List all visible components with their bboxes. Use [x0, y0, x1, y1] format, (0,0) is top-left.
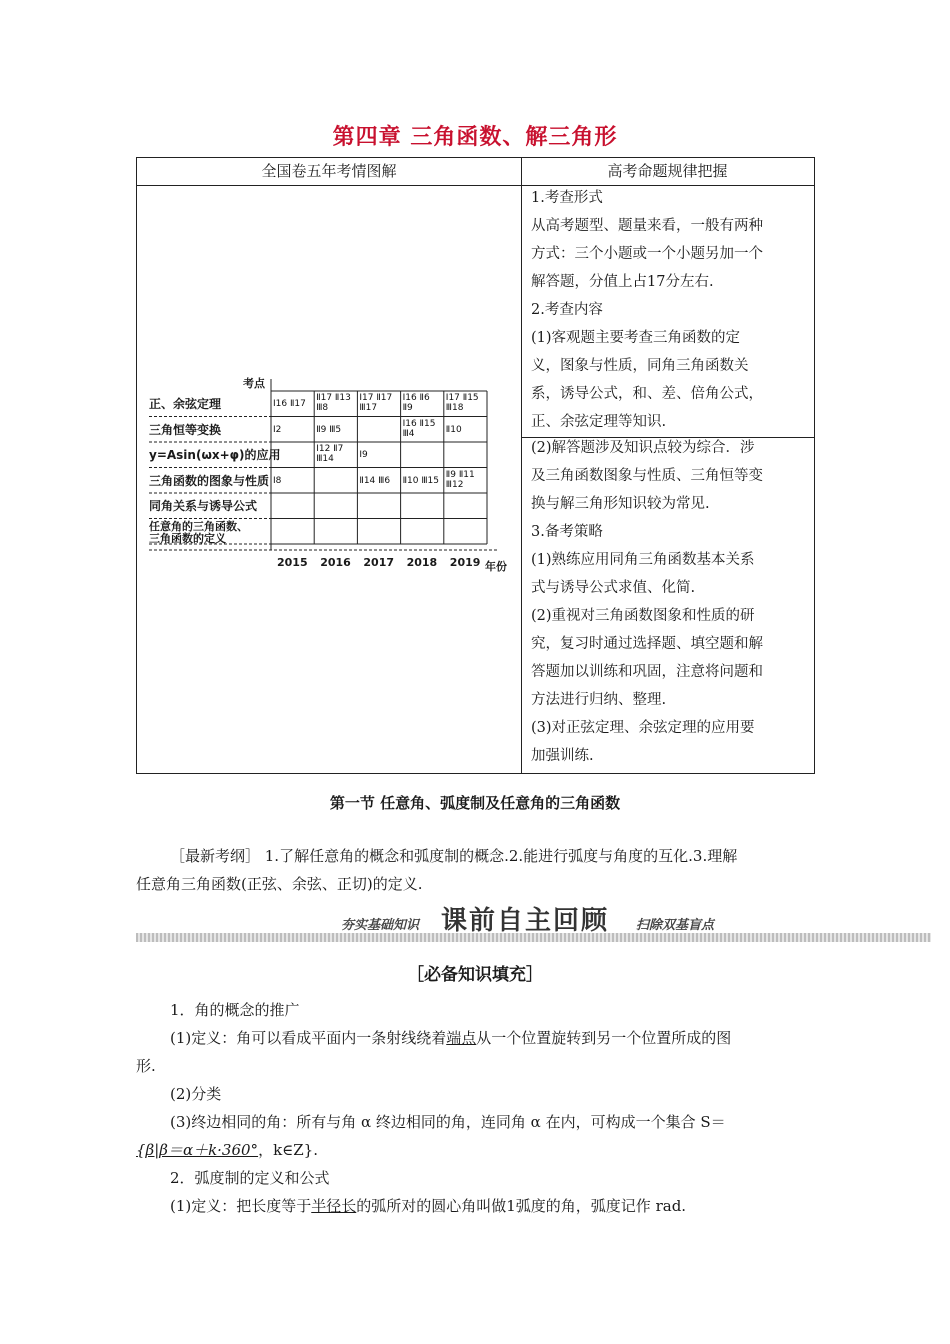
text-run: 的弧所对的圆心角叫做1弧度的角，弧度记作 rad.: [356, 1197, 687, 1215]
grid-cell-value: [403, 419, 443, 439]
cell-line: Ⅰ17 Ⅱ15: [445, 393, 479, 403]
year-tick-label: 2018: [406, 556, 438, 569]
left-header: 全国卷五年考情图解: [261, 162, 397, 180]
year-tick-label: 2017: [363, 556, 395, 569]
exam-overview-table: [136, 157, 815, 774]
row-label-line: 任意角的三角函数、: [149, 519, 248, 533]
text-line: 及三角函数图象与性质、三角恒等变: [531, 468, 763, 484]
cell-line: Ⅲ14: [316, 454, 334, 464]
grid-cell-value: [273, 399, 313, 409]
radian-definition: [136, 1192, 816, 1220]
text-line: 加强训练.: [531, 748, 594, 764]
cell-line: Ⅰ16 Ⅱ15: [402, 418, 436, 429]
grid-cell-value: [316, 425, 356, 435]
text-line: 答题加以训练和巩固，注意将问题和: [531, 664, 763, 680]
text-run: (1)定义：角可以看成平面内一条射线绕着: [170, 1029, 447, 1047]
row-label-line: 同角关系与诱导公式: [149, 499, 258, 513]
text-line: 系，诱导公式，和、差、倍角公式，: [531, 386, 763, 402]
cell-line: Ⅲ4: [402, 428, 415, 439]
banner-title: 课前自主回顾: [441, 906, 610, 936]
outline-line-1: ［最新考纲］ 1.了解任意角的概念和弧度制的概念.2.能进行弧度与角度的互化.3.理解: [170, 847, 738, 865]
cell-line: Ⅱ10 Ⅲ15: [402, 475, 439, 486]
chapter-title: 第四章 三角函数、解三角形: [332, 125, 618, 150]
cell-line: Ⅰ16 Ⅱ17: [273, 399, 306, 409]
cell-line: Ⅰ16 Ⅱ6: [402, 393, 430, 403]
row-label: [149, 449, 281, 461]
row-label: [149, 475, 269, 487]
cell-line: Ⅱ10: [445, 424, 462, 435]
year-tick-label: 2015: [277, 556, 308, 569]
text-line: 正、余弦定理等知识.: [531, 414, 667, 430]
text-line: 式与诱导公式求值、化简.: [531, 580, 696, 596]
row-label-line: 三角函数的图象与性质: [149, 473, 270, 488]
text-line: 究，复习时通过选择题、填空题和解: [531, 636, 763, 652]
definition-paragraph: [136, 1024, 816, 1052]
banner-left-text: 夯实基础知识: [341, 918, 420, 933]
grid-cell-value: [403, 476, 443, 486]
row-label-line: y=Asin(ωx+φ)的应用: [149, 448, 281, 462]
text-line: (2)解答题涉及知识点较为综合．涉: [531, 440, 755, 456]
grid-cell-value: [273, 476, 313, 486]
x-axis-label: 年份: [485, 560, 507, 573]
grid-cell-value: [446, 425, 486, 435]
cell-line: Ⅲ8: [316, 403, 329, 413]
cell-line: Ⅰ2: [273, 424, 282, 435]
heading-radian: 2．弧度制的定义和公式: [170, 1169, 330, 1187]
text-line: 方式：三个小题或一个小题另加一个: [531, 246, 763, 262]
row-label: [149, 500, 257, 512]
grid-cell-value: [403, 393, 443, 413]
grid-cell-value: [316, 393, 356, 413]
text-line: 1.考查形式: [531, 190, 603, 206]
text-line: (3)对正弦定理、余弦定理的应用要: [531, 720, 755, 736]
cell-line: Ⅱ17 Ⅱ13: [316, 393, 351, 403]
classification-line: (2)分类: [170, 1085, 222, 1103]
grid-cell-value: [359, 450, 399, 460]
coterminal-set: [136, 1136, 816, 1164]
grid-cell-value: [446, 470, 486, 490]
knowledge-box-title: ［必备知识填充］: [407, 965, 543, 985]
grid-cell-value: [316, 444, 356, 464]
text-line: 方法进行归纳、整理.: [531, 692, 667, 708]
row-label-line: 三角恒等变换: [149, 422, 222, 437]
blank-answer: 半径长: [311, 1197, 357, 1215]
text-run: 从一个位置旋转到另一个位置所成的图: [476, 1029, 732, 1047]
section-title: 第一节 任意角、弧度制及任意角的三角函数: [329, 794, 621, 812]
outline-line-2: 任意角三角函数(正弦、余弦、正切)的定义.: [136, 875, 423, 893]
text-line: 换与解三角形知识较为常见.: [531, 496, 710, 512]
definition-continued: 形.: [136, 1057, 156, 1075]
text-line: (1)客观题主要考查三角函数的定: [531, 330, 741, 346]
cell-line: Ⅰ12 Ⅱ7: [316, 444, 344, 454]
text-line: 解答题，分值上占17分左右.: [531, 274, 714, 290]
grid-cell-value: [273, 425, 313, 435]
section-banner: [136, 900, 931, 942]
text-line: 从高考题型、题量来看，一般有两种: [531, 218, 763, 234]
cell-line: Ⅱ9 Ⅱ11: [445, 469, 475, 480]
blank-answer: {β|β＝α＋k·360°: [136, 1141, 259, 1159]
text-line: 2.考查内容: [531, 302, 603, 318]
row-label-line: 正、余弦定理: [149, 397, 222, 411]
text-run: (1)定义：把长度等于: [170, 1197, 312, 1215]
cell-line: Ⅱ9: [402, 403, 413, 413]
blank-answer: 端点: [446, 1029, 477, 1047]
text-line: 义，图象与性质，同角三角函数关: [531, 358, 749, 374]
y-axis-label: 考点: [243, 377, 265, 390]
cell-line: Ⅱ14 Ⅲ6: [359, 475, 391, 486]
row-label-line: 三角函数的定义: [149, 531, 226, 545]
row-label: [149, 521, 248, 545]
cell-line: Ⅲ17: [359, 403, 378, 413]
year-tick-label: 2016: [320, 556, 351, 569]
cell-line: Ⅱ9 Ⅲ5: [316, 424, 342, 435]
chart-grid: [137, 158, 521, 775]
cell-line: Ⅰ17 Ⅱ17: [359, 393, 393, 403]
text-run: ，k∈Z}.: [258, 1141, 318, 1159]
cell-line: Ⅲ12: [445, 479, 464, 490]
year-tick-label: 2019: [449, 556, 481, 569]
text-line: (1)熟练应用同角三角函数基本关系: [531, 552, 755, 568]
grid-cell-value: [359, 393, 399, 413]
heading-angle-concept: 1．角的概念的推广: [170, 1001, 300, 1019]
text-line: 3.备考策略: [531, 524, 603, 540]
grid-cell-value: [446, 393, 486, 413]
right-top-text: [531, 184, 811, 436]
grid-cell-value: [359, 476, 399, 486]
text-line: (2)重视对三角函数图象和性质的研: [531, 608, 755, 624]
row-label: [149, 398, 221, 410]
cell-line: Ⅲ18: [445, 403, 464, 413]
cell-line: Ⅰ8: [273, 475, 282, 486]
right-header: 高考命题规律把握: [607, 162, 728, 180]
table-divider: [521, 158, 522, 773]
row-label: [149, 424, 221, 436]
coterminal-paragraph: (3)终边相同的角：所有与角 α 终边相同的角，连同角 α 在内，可构成一个集合 S＝: [170, 1113, 726, 1131]
banner-right-text: 扫除双基盲点: [636, 918, 715, 933]
exam-frequency-chart: [137, 158, 521, 775]
right-bottom-text: [531, 434, 811, 770]
cell-line: Ⅰ9: [359, 450, 368, 460]
